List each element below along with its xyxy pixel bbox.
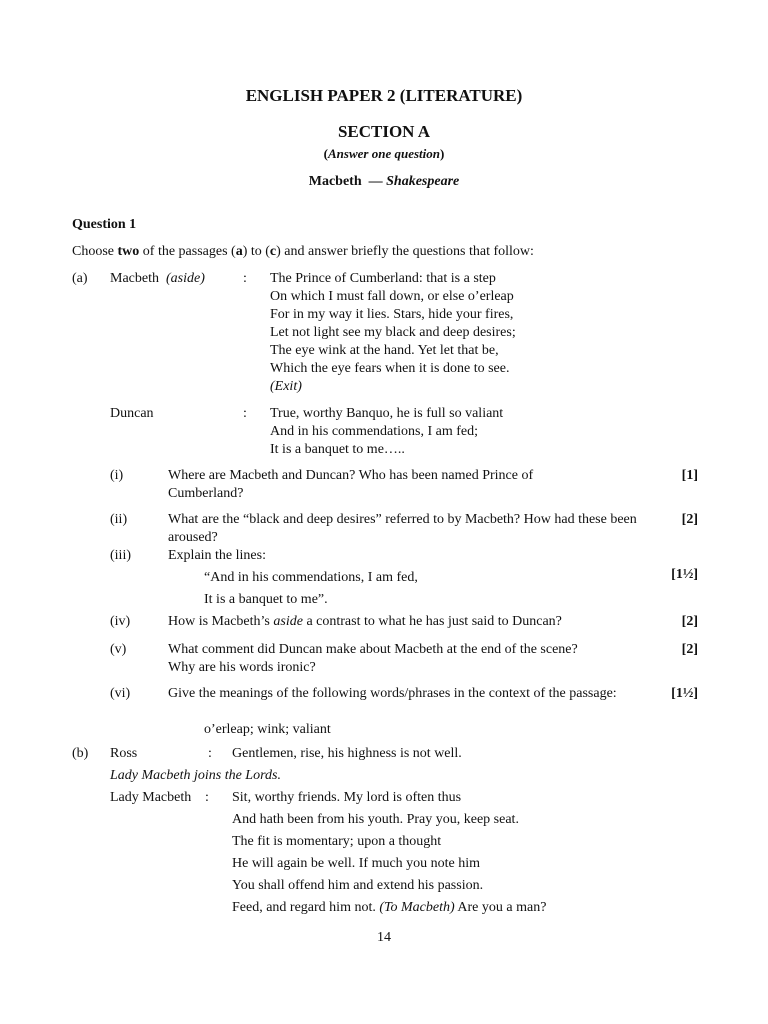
paper-title: ENGLISH PAPER 2 (LITERATURE) bbox=[245, 86, 523, 105]
play-title: Macbeth bbox=[308, 174, 362, 189]
stage-direction: Lady Macbeth joins the Lords. bbox=[110, 768, 281, 783]
subquestion-number: (v) bbox=[110, 642, 127, 657]
speaker-macbeth: Macbeth (aside) bbox=[110, 271, 205, 286]
word-list: o’erleap; wink; valiant bbox=[204, 722, 331, 737]
answer-instruction: (Answer one question) bbox=[323, 146, 445, 161]
speaker-ross: Ross bbox=[110, 746, 138, 761]
marks: [1½] bbox=[671, 686, 698, 701]
question-title: Question 1 bbox=[72, 217, 137, 232]
marks: [2] bbox=[681, 512, 698, 527]
stage-direction-exit: (Exit) bbox=[270, 379, 302, 394]
verse-line: For in my way it lies. Stars, hide your fires, bbox=[270, 307, 514, 322]
verse-line: Gentlemen, rise, his highness is not well. bbox=[232, 746, 462, 761]
verse-line: You shall offend him and extend his passion. bbox=[232, 878, 484, 893]
subquestion-text: Where are Macbeth and Duncan? Who has been named Prince of Cumberland? bbox=[168, 468, 534, 501]
verse-line: True, worthy Banquo, he is full so valiant bbox=[270, 406, 504, 421]
verse-line: Sit, worthy friends. My lord is often thus bbox=[232, 790, 462, 805]
speaker-lady-macbeth: Lady Macbeth bbox=[110, 790, 192, 805]
subquestion-number: (iii) bbox=[110, 548, 131, 563]
verse-line: And in his commendations, I am fed; bbox=[270, 424, 479, 439]
marks: [1] bbox=[681, 468, 698, 483]
page-number: 14 bbox=[377, 930, 391, 945]
speaker-colon: : bbox=[243, 406, 247, 421]
subquestion-number: (vi) bbox=[110, 686, 131, 701]
verse-line: On which I must fall down, or else o’erleap bbox=[270, 289, 514, 304]
section-heading: SECTION A bbox=[337, 122, 431, 141]
verse-line: Feed, and regard him not. (To Macbeth) Are you a man? bbox=[232, 900, 547, 915]
subquestion-text: What are the “black and deep desires” referred to by Macbeth? How had these been aroused? bbox=[168, 512, 637, 545]
marks: [2] bbox=[681, 614, 698, 629]
verse-line: The Prince of Cumberland: that is a step bbox=[270, 271, 496, 286]
verse-line: Let not light see my black and deep desires; bbox=[270, 325, 516, 340]
verse-line: He will again be well. If much you note him bbox=[232, 856, 481, 871]
subquestion-text: Give the meanings of the following words/phrases in the context of the passage: bbox=[168, 686, 617, 701]
author: Shakespeare bbox=[386, 174, 460, 189]
speaker-colon: : bbox=[205, 790, 209, 805]
subquestion-text: Why are his words ironic? bbox=[168, 660, 316, 675]
subquestion-text: What comment did Duncan make about Macbeth at the end of the scene? bbox=[168, 642, 578, 657]
speaker-colon: : bbox=[208, 746, 212, 761]
verse-line: Which the eye fears when it is done to see. bbox=[270, 361, 510, 376]
play-title-line: Macbeth — Shakespeare bbox=[308, 174, 460, 189]
verse-line: The eye wink at the hand. Yet let that be, bbox=[270, 343, 499, 358]
passage-a-label: (a) bbox=[72, 271, 88, 286]
subquestion-number: (i) bbox=[110, 468, 124, 483]
subquestion-number: (iv) bbox=[110, 614, 131, 629]
quoted-line: “And in his commendations, I am fed, bbox=[204, 570, 418, 585]
question-prompt: Choose two of the passages (a) to (c) and answer briefly the questions that follow: bbox=[72, 244, 534, 259]
speaker-duncan: Duncan bbox=[110, 406, 154, 421]
marks: [1½] bbox=[671, 567, 698, 582]
verse-line: And hath been from his youth. Pray you, keep seat. bbox=[232, 812, 519, 827]
verse-line: It is a banquet to me….. bbox=[270, 442, 405, 457]
verse-line: The fit is momentary; upon a thought bbox=[232, 834, 442, 849]
subquestion-text: Explain the lines: bbox=[168, 548, 266, 563]
marks: [2] bbox=[681, 642, 698, 657]
speaker-colon: : bbox=[243, 271, 247, 286]
passage-b-label: (b) bbox=[72, 746, 89, 761]
subquestion-number: (ii) bbox=[110, 512, 128, 527]
quoted-line: It is a banquet to me”. bbox=[204, 592, 328, 607]
subquestion-text: How is Macbeth’s aside a contrast to what he has just said to Duncan? bbox=[168, 614, 562, 629]
